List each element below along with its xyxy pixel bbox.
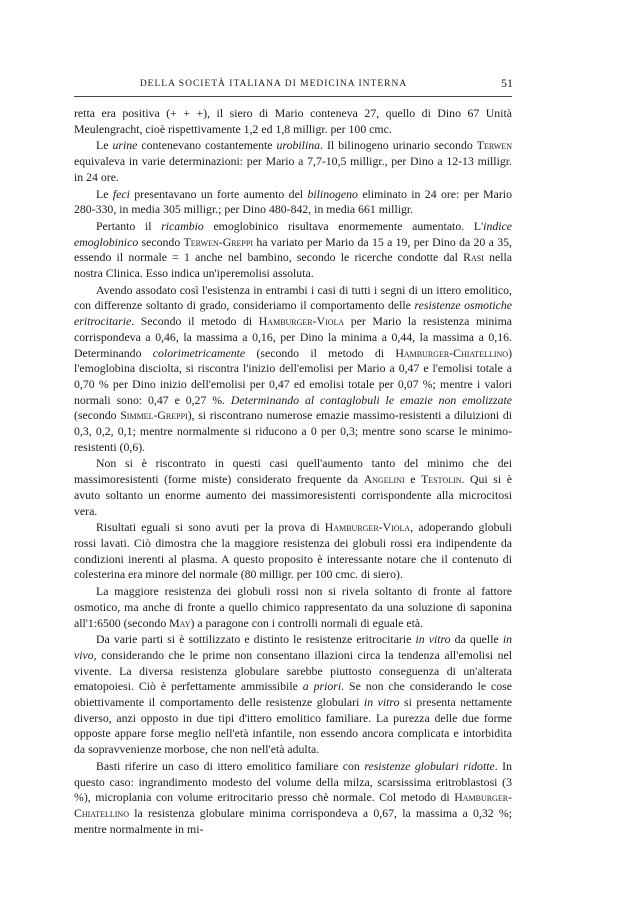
- text-run: retta era positiva (+ + +), il siero di Mario conteneva 27, quello di Dino 67 Unità Meulengracht, cioè rispettivamente 1,2 ed 1,8 milligr. per 100 cmc.: [74, 106, 512, 136]
- page-number: 51: [501, 76, 513, 90]
- text-run: la resistenza globulare minima corrispondeva a 0,67, la massima a 0,32 %; mentre normalmente in mi-: [74, 805, 512, 836]
- italic-term: feci: [112, 186, 130, 201]
- text-run: (secondo: [74, 408, 121, 423]
- paragraph: [74, 632, 512, 758]
- text-run: . Il bilinogeno urinario secondo: [320, 138, 477, 153]
- italic-term: colorimetricamente: [152, 345, 246, 360]
- text-run: si presenta nettamente diverso, anzi opposto in due tipi d'ittero emolitico familiare. La purezza delle due forme opposte appare forse meglio nell'età infantile, non essendo ancora complicata e intorbidita da sopravvenienze morbose, che non nell'età adulta.: [74, 695, 513, 757]
- text-run: Non si è riscontrato in questi casi quell'aumento tanto del minimo che dei massimoresistenti (forme miste) considerato frequente da: [74, 456, 512, 487]
- text-run: contenevano costantemente: [137, 138, 277, 153]
- text-run: . Se non che considerando le cose obiettivamente il comportamento delle resistenze globulari: [74, 679, 512, 710]
- author-name: Terwen-Greppi: [183, 234, 253, 249]
- paragraph: [74, 584, 512, 631]
- text-run: . Secondo il metodo di: [131, 314, 259, 329]
- body-text: [74, 106, 512, 838]
- text-run: ) l'emoglobina disciolta, si riscontra l'inizio dell'emolisi per Mario a 0,47 e l'emolisi totale a 0,70 % per Dino inizio dell'emolisi per 0,47 ed emolisi totale per 0,07 %; mentre i valori normali sono: 0,47 e 0,27 %.: [74, 345, 513, 407]
- italic-term: ricambio: [161, 218, 204, 233]
- paragraph: [74, 138, 512, 185]
- paragraph: [74, 456, 512, 519]
- italic-term: in vivo: [74, 632, 512, 662]
- text-run: (secondo il metodo di: [245, 345, 396, 360]
- text-run: da quelle: [450, 632, 503, 647]
- italic-term: indice emoglobinico: [74, 218, 512, 249]
- text-run: eliminato in 24 ore: per Mario 280-330, in media 305 milligr.; per Dino 480-842, in media 661 milligr.: [74, 186, 512, 217]
- paragraph: [74, 520, 512, 583]
- author-name: Testolin: [421, 472, 462, 487]
- text-run: Basti riferire un caso di ittero emolitico familiare con: [96, 758, 365, 773]
- running-header: [74, 76, 513, 92]
- text-run: e: [404, 472, 422, 487]
- author-name: May: [169, 615, 191, 630]
- text-run: equivaleva in varie determinazioni: per Mario a 7,7-10,5 milligr., per Dino a 12-13 milligr. in 24 ore.: [74, 154, 512, 184]
- italic-term: bilinogeno: [307, 186, 358, 201]
- author-name: Terwen: [476, 138, 512, 153]
- italic-term: Determinando al contaglobuli le emazie non emolizzate: [230, 392, 512, 407]
- italic-term: a priori: [302, 679, 342, 694]
- text-run: Risultati eguali si sono avuti per la prova di: [96, 520, 325, 535]
- text-run: ) a paragone con i controlli normali di eguale età.: [190, 615, 424, 630]
- paragraph: [74, 759, 512, 838]
- paragraph: [74, 187, 512, 218]
- author-name: Hamburger-Viola: [324, 520, 411, 535]
- author-name: Rasi: [463, 250, 484, 265]
- text-run: , adoperando globuli rossi lavati. Ciò dimostra che la maggiore resistenza dei globuli rossi era indipendente da condizioni inerenti al plasma. A questo proposito è interessante notare che il contenuto di colesterina era minore del normale (80 milligr. per 100 cmc. di siero).: [74, 520, 512, 582]
- paragraph: [74, 106, 512, 137]
- text-run: Le: [96, 138, 113, 153]
- text-run: secondo: [138, 234, 184, 249]
- text-run: ha variato per Mario da 15 a 19, per Dino da 20 a 35, essendo il normale = 1 anche nel bambino, secondo le ricerche condotte dal: [74, 234, 512, 265]
- text-run: . In questo caso: ingrandimento modesto del volume della milza, scarsissima eritroblastosi (3 %), microplania con volume eritrocitario presso chè normale. Col metodo di: [74, 758, 512, 805]
- author-name: Hamburger-Chiatellino: [74, 790, 512, 820]
- text-run: , considerando che le prime non consentano illazioni circa la tendenza all'emolisi nel vivente. La diversa resistenza globulare sarebbe piuttosto conseguenza di un'alterata ematopoiesi. Ciò è perfettamente ammissibile: [74, 647, 512, 694]
- text-run: ), si riscontrano numerose emazie massimo-resistenti a diluizioni di 0,3, 0,2, 0,1; mentre normalmente si riducono a 0 per 0,3; mentre sono scarse le minimo-resistenti (0,6).: [74, 408, 512, 454]
- text-run: Da varie parti si è sottilizzato e distinto le resistenze eritrocitarie: [96, 632, 416, 647]
- paragraph: [74, 219, 512, 282]
- text-run: emoglobinico risultava enormemente aumentato. L': [203, 218, 484, 233]
- italic-term: resistenze globulari ridotte: [364, 758, 495, 773]
- author-name: Simmel-Greppi: [120, 408, 188, 423]
- header-rule: [74, 96, 512, 97]
- text-run: Pertanto il: [96, 218, 162, 233]
- italic-term: in vitro: [415, 632, 451, 647]
- text-run: La maggiore resistenza dei globuli rossi non si rivela soltanto di fronte al fattore osmotico, ma anche di fronte a quello chimico rappresentato da una soluzione di saponina all'1:6500 (secondo: [74, 584, 512, 630]
- italic-term: urobilina: [276, 138, 321, 153]
- text-run: Le: [96, 186, 113, 201]
- italic-term: urine: [112, 138, 138, 153]
- text-run: presentavano un forte aumento del: [129, 186, 308, 201]
- author-name: Hamburger-Chiatellino: [395, 345, 509, 360]
- italic-term: resistenze osmotiche eritrocitarie: [74, 298, 512, 329]
- paragraph: [74, 283, 512, 456]
- italic-term: in vitro: [363, 695, 400, 710]
- text-run: Avendo assodato così l'esistenza in entrambi i casi di tutti i segni di un ittero emolitico, con differenze soltanto di grado, consideriamo il comportamento delle: [74, 282, 512, 313]
- text-run: nella nostra Clinica. Esso indica un'iperemolisi assoluta.: [74, 250, 513, 281]
- author-name: Hamburger-Viola: [258, 314, 345, 329]
- running-title: DELLA SOCIETÀ ITALIANA DI MEDICINA INTERNA: [139, 79, 408, 89]
- text-run: per Mario la resistenza minima corrispondeva a 0,46, la massima a 0,16, per Dino la minima a 0,44, la massima a 0,16. Determinando: [74, 314, 512, 360]
- author-name: Angelini: [363, 472, 405, 487]
- text-run: . Qui si è avuto soltanto un enorme aumento dei massimoresistenti corrispondente alla microcitosi vera.: [74, 472, 512, 518]
